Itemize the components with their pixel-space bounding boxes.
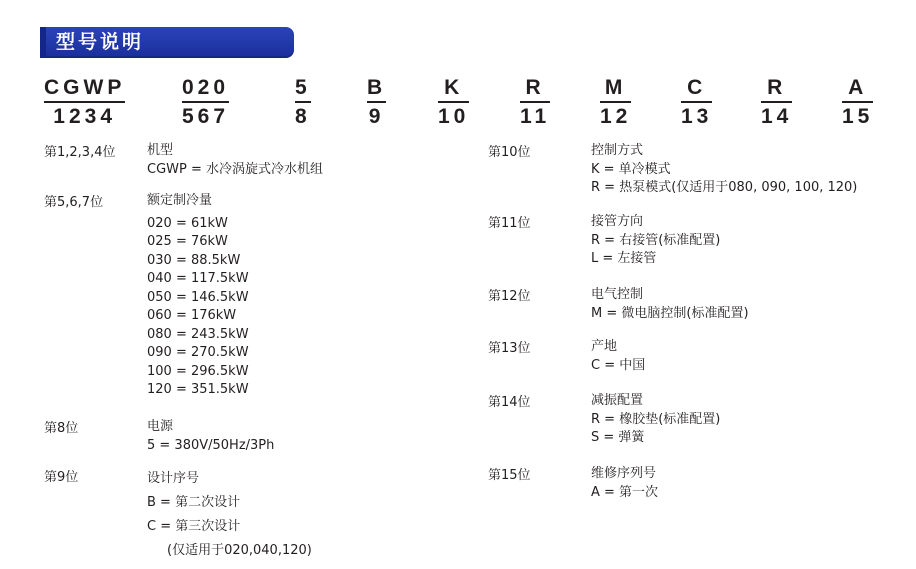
code-top: C (681, 76, 712, 103)
code-column-4 (367, 76, 386, 129)
section-title-banner (40, 27, 294, 58)
definition-line: S = 弹簧 (591, 430, 645, 445)
definition-line: C = 第三次设计 (147, 519, 241, 534)
definition-block (591, 392, 720, 448)
position-label: 第13位 (488, 341, 531, 356)
code-position: 11 (520, 105, 551, 128)
code-position: 9 (368, 105, 385, 128)
definition-line: 050 = 146.5kW (147, 289, 249, 305)
definition-line: A = 第一次 (591, 484, 659, 500)
definition-heading: 设计序号 (147, 471, 200, 486)
definition-block (147, 192, 249, 400)
code-top: M (600, 76, 631, 103)
definition-line: M = 微电脑控制(标准配置) (591, 305, 749, 321)
code-column-9 (761, 76, 792, 129)
definition-block (591, 286, 749, 323)
definition-block (591, 213, 720, 269)
position-label: 第14位 (488, 395, 531, 410)
definition-line: 5 = 380V/50Hz/3Ph (147, 437, 275, 453)
definition-line: 025 = 76kW (147, 234, 228, 249)
definition-block (147, 418, 274, 455)
definition-heading: 机型 (147, 143, 174, 158)
code-column-3 (295, 76, 311, 129)
definition-line: R = 右接管(标准配置) (591, 232, 721, 248)
definition-heading: 接管方向 (591, 214, 644, 229)
code-position: 13 (681, 105, 713, 128)
code-column-1 (44, 76, 125, 129)
code-column-8 (681, 76, 712, 129)
code-column-10 (842, 76, 873, 129)
definition-line: CGWP = 水冷涡旋式冷水机组 (147, 161, 324, 177)
definition-heading: 产地 (591, 339, 618, 354)
code-top: B (367, 76, 386, 103)
definition-line: 080 = 243.5kW (147, 326, 249, 342)
definition-line: 020 = 61kW (147, 215, 228, 231)
code-position: 8 (295, 105, 311, 128)
section-title: 型号说明 (56, 31, 145, 53)
code-position: 15 (842, 105, 874, 128)
definition-line: K = 单冷模式 (591, 161, 671, 177)
definition-heading: 电源 (147, 419, 174, 434)
definition-block (147, 467, 312, 563)
position-label: 第11位 (488, 216, 531, 231)
position-label: 第5,6,7位 (44, 195, 104, 210)
definition-line: 100 = 296.5kW (147, 363, 249, 379)
code-top: R (761, 76, 792, 103)
position-label: 第15位 (488, 468, 531, 483)
code-position: 12 (600, 105, 632, 128)
definition-line: 040 = 117.5kW (147, 271, 249, 286)
definition-heading: 额定制冷量 (147, 193, 213, 208)
definition-line: C = 中国 (591, 357, 646, 373)
definition-line: 090 = 270.5kW (147, 345, 249, 360)
code-top: A (842, 76, 873, 103)
definition-block (591, 142, 857, 198)
code-column-7 (600, 76, 631, 129)
definition-block (591, 465, 658, 502)
code-column-6 (520, 76, 550, 129)
definition-line: R = 热泵模式(仅适用于080, 090, 100, 120) (591, 180, 858, 195)
code-top: K (438, 76, 469, 103)
definition-line: R = 橡胶垫(标准配置) (591, 411, 721, 427)
code-top: 5 (295, 76, 311, 103)
code-top: CGWP (44, 76, 125, 103)
code-top: R (520, 76, 550, 103)
code-top: 020 (182, 76, 229, 103)
position-label: 第9位 (44, 470, 79, 485)
position-label: 第1,2,3,4位 (44, 145, 116, 160)
position-label: 第8位 (44, 421, 79, 436)
definition-line: B = 第二次设计 (147, 495, 241, 510)
definition-heading: 减振配置 (591, 393, 644, 408)
code-position: 1234 (53, 105, 117, 128)
definition-heading: 维修序列号 (591, 466, 657, 481)
definition-note: (仅适用于020,040,120) (167, 543, 312, 558)
definition-block (147, 142, 323, 179)
definition-heading: 电气控制 (591, 287, 644, 302)
definition-block (591, 338, 645, 375)
code-column-5 (438, 76, 469, 129)
definition-line: 060 = 176kW (147, 308, 237, 323)
definition-heading: 控制方式 (591, 143, 644, 158)
definition-line: L = 左接管 (591, 251, 657, 266)
position-label: 第10位 (488, 145, 531, 160)
definition-line: 120 = 351.5kW (147, 382, 249, 397)
code-position: 10 (438, 105, 470, 128)
definition-line: 030 = 88.5kW (147, 252, 241, 268)
code-column-2 (182, 76, 229, 129)
code-position: 14 (761, 105, 793, 128)
position-label: 第12位 (488, 289, 531, 304)
code-position: 567 (182, 105, 230, 128)
